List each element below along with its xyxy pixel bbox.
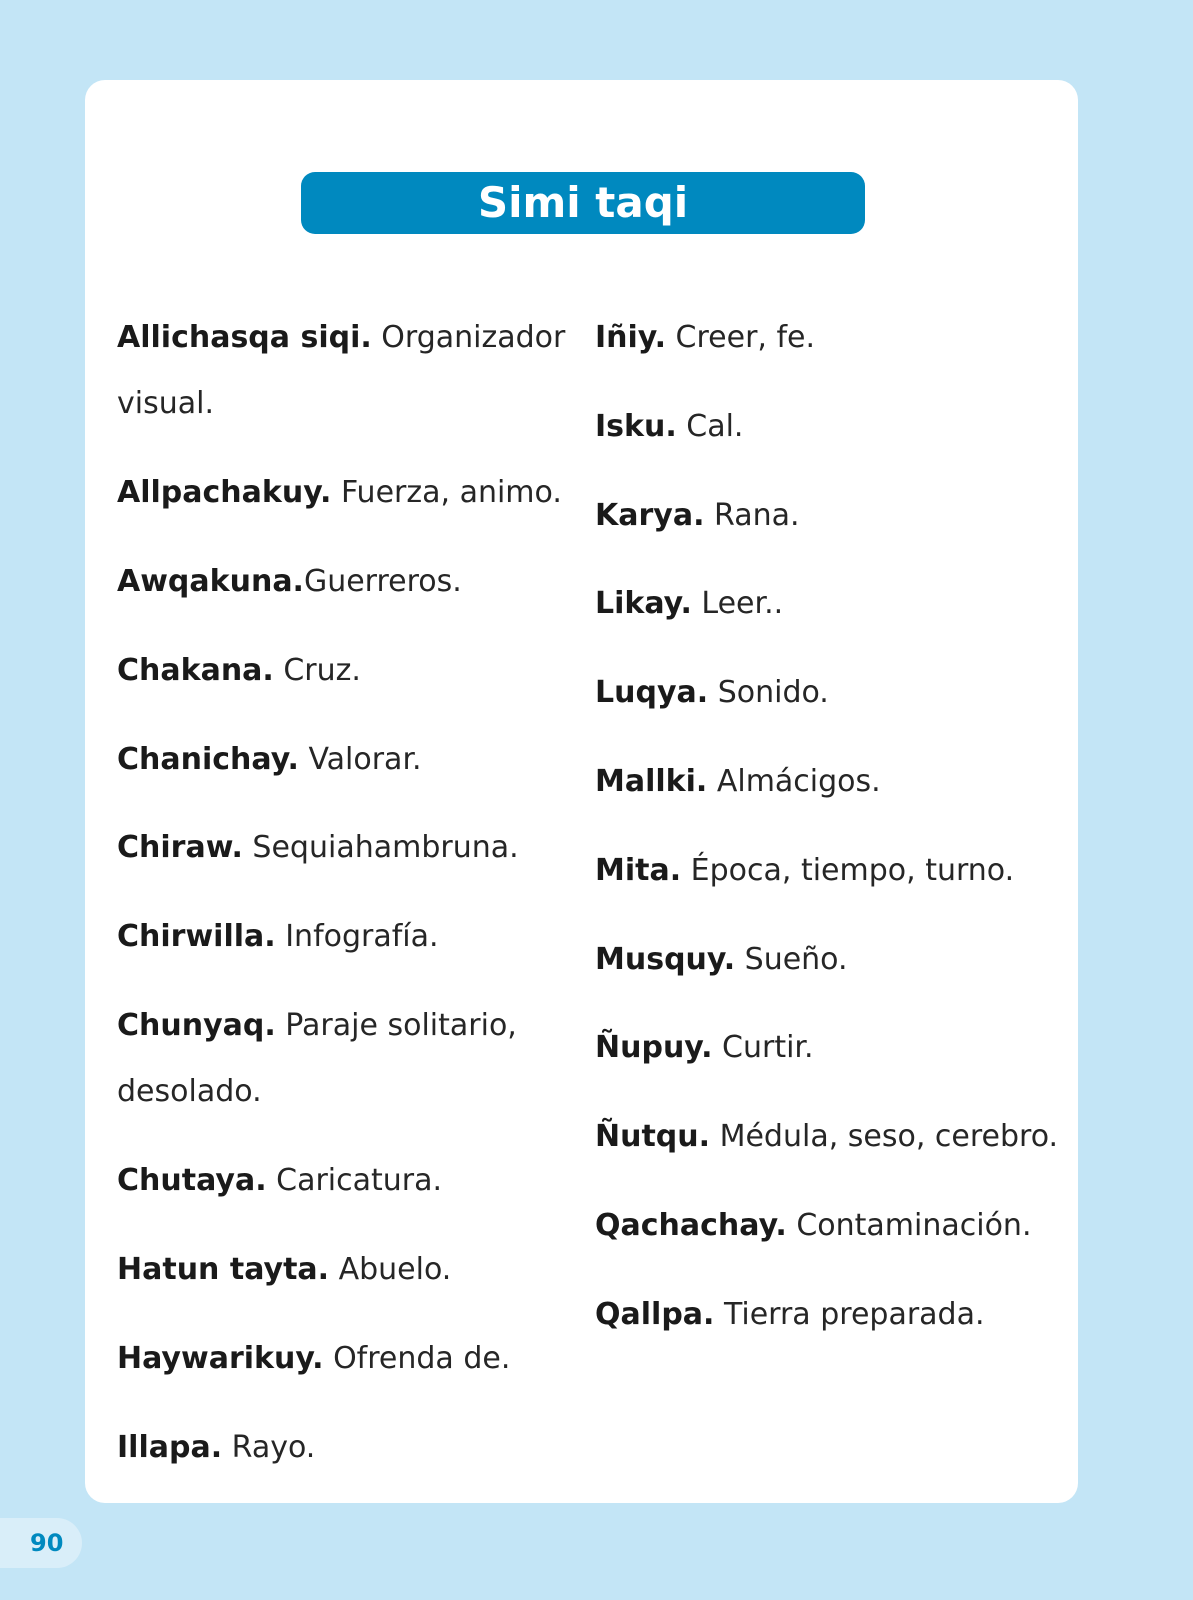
entry-definition: Rana.	[704, 497, 800, 533]
entry-definition: Cruz.	[273, 652, 361, 688]
entry-definition: Abuelo.	[329, 1251, 452, 1287]
entry-term: Musquy.	[595, 941, 736, 977]
entry-definition: Infografía.	[275, 919, 439, 955]
glossary-entry	[595, 927, 1065, 993]
glossary-entry	[117, 904, 577, 970]
entry-definition: Organizador visual.	[117, 320, 566, 422]
glossary-entry	[117, 549, 577, 615]
entry-definition: Paraje solitario, desolado.	[117, 1007, 517, 1110]
glossary-entry	[117, 1326, 577, 1392]
entry-definition: Creer, fe.	[666, 320, 816, 355]
glossary-entry	[117, 727, 577, 793]
glossary-entry	[117, 815, 577, 881]
entry-definition: Curtir.	[712, 1030, 814, 1066]
glossary-entry	[117, 993, 577, 1126]
entry-term: Chakana.	[117, 652, 274, 688]
entry-definition: Ofrenda de.	[323, 1340, 511, 1376]
entry-definition: Rayo.	[222, 1429, 316, 1465]
entry-term: Allichasqa siqi.	[117, 320, 372, 355]
entry-term: Chunyaq.	[117, 1007, 276, 1043]
entry-term: Chiraw.	[117, 830, 243, 866]
glossary-entry	[595, 394, 1065, 460]
entry-definition: Sequiahambruna.	[242, 830, 519, 866]
glossary-entry	[117, 1148, 577, 1214]
entry-definition: Caricatura.	[266, 1163, 443, 1199]
glossary-entry	[595, 1104, 1065, 1170]
entry-definition: Cal.	[676, 408, 744, 444]
glossary-column-left	[117, 305, 577, 1503]
glossary-title: Simi taqi	[301, 172, 865, 234]
entry-term: Awqakuna.	[117, 564, 304, 599]
glossary-entry	[595, 660, 1065, 726]
entry-definition: Valorar.	[298, 741, 422, 777]
glossary-entry	[117, 460, 577, 526]
entry-term: Qallpa.	[595, 1296, 715, 1332]
page-number: 90	[0, 1518, 82, 1568]
entry-definition: Época, tiempo, turno.	[681, 852, 1015, 888]
entry-definition: Almácigos.	[707, 763, 881, 799]
entry-definition: Contaminación.	[786, 1207, 1032, 1243]
glossary-entry	[595, 305, 1065, 371]
entry-term: Likay.	[595, 586, 692, 622]
entry-definition: Tierra preparada.	[714, 1296, 985, 1332]
entry-definition: Fuerza, animo.	[331, 475, 562, 511]
glossary-column-right	[595, 305, 1065, 1371]
entry-term: Qachachay.	[595, 1207, 787, 1243]
entry-term: Isku.	[595, 408, 677, 444]
glossary-entry	[117, 638, 577, 704]
entry-term: Haywarikuy.	[117, 1340, 324, 1376]
glossary-entry	[595, 749, 1065, 815]
glossary-entry	[595, 1282, 1065, 1348]
entry-term: Allpachakuy.	[117, 475, 332, 511]
entry-term: Chirwilla.	[117, 919, 276, 955]
entry-term: Mita.	[595, 852, 682, 888]
glossary-entry	[595, 1015, 1065, 1081]
glossary-entry	[117, 1415, 577, 1481]
glossary-entry	[117, 1237, 577, 1303]
entry-definition: Sueño.	[735, 941, 848, 977]
entry-definition: Sonido.	[708, 675, 829, 711]
entry-term: Karya.	[595, 497, 705, 533]
entry-definition: Guerreros.	[303, 564, 462, 599]
entry-definition: Médula, seso, cerebro.	[710, 1119, 1059, 1155]
entry-definition: Leer..	[691, 586, 784, 622]
glossary-entry	[595, 1193, 1065, 1259]
glossary-entry	[117, 305, 577, 438]
entry-term: Chanichay.	[117, 741, 299, 777]
entry-term: Chutaya.	[117, 1163, 267, 1199]
entry-term: Illapa.	[117, 1429, 223, 1465]
glossary-entry	[595, 483, 1065, 549]
entry-term: Ñupuy.	[595, 1030, 713, 1066]
glossary-card	[85, 80, 1078, 1503]
entry-term: Ñutqu.	[595, 1119, 711, 1155]
entry-term: Iñiy.	[595, 320, 667, 355]
glossary-entry	[595, 571, 1065, 637]
glossary-entry	[595, 838, 1065, 904]
entry-term: Hatun tayta.	[117, 1251, 330, 1287]
entry-term: Mallki.	[595, 763, 708, 799]
entry-term: Luqya.	[595, 675, 709, 711]
